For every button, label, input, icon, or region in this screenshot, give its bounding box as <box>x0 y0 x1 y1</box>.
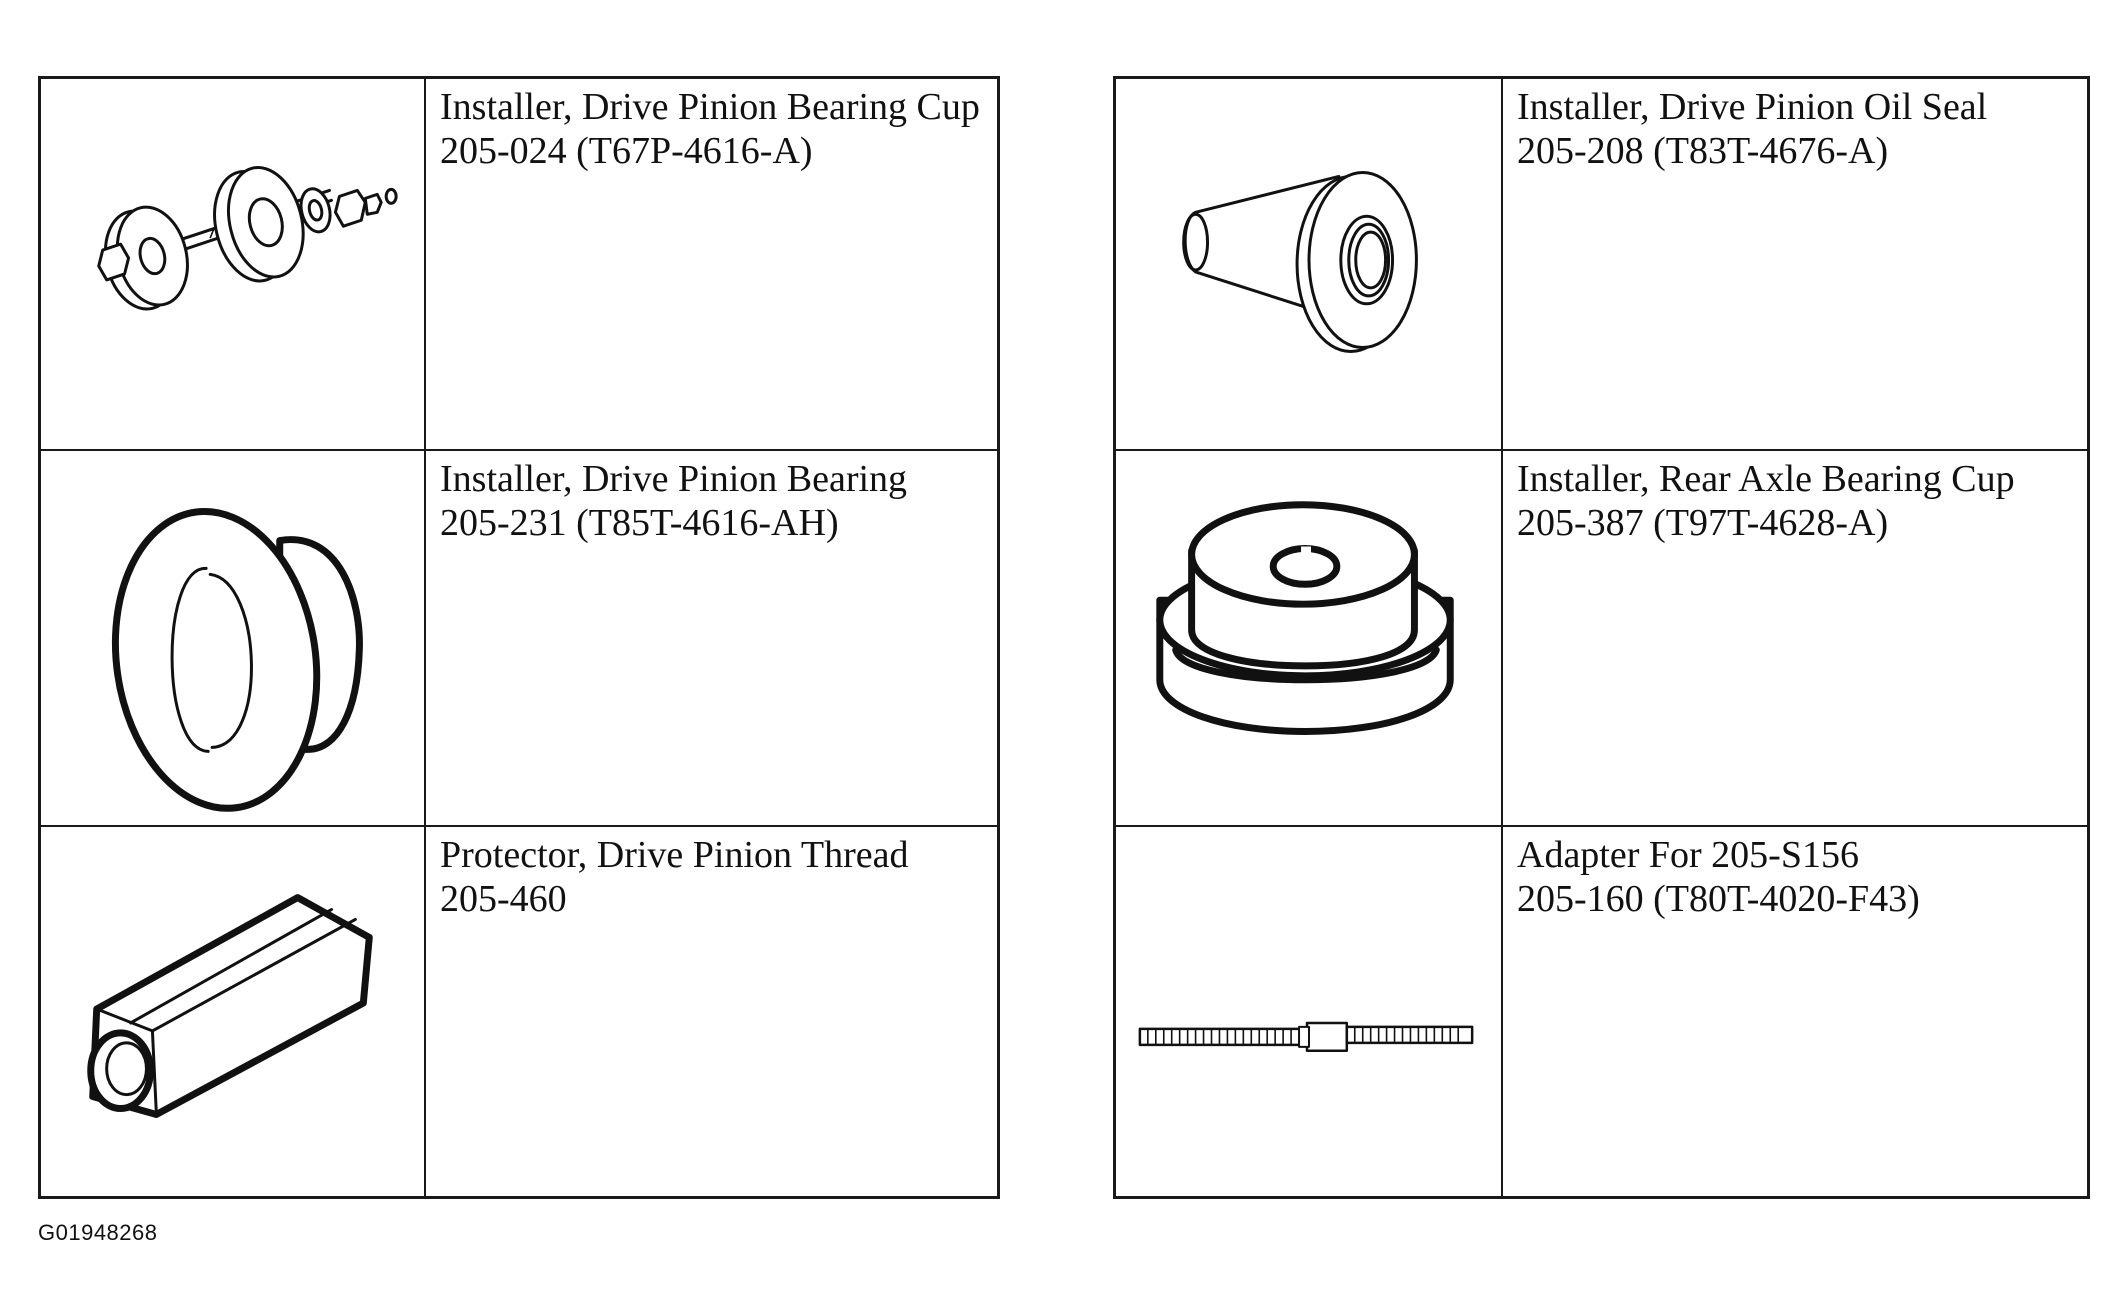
tool-description-cell <box>426 827 997 1199</box>
tool-illustration-pinion-bearing-installer <box>41 451 426 827</box>
tool-description: Adapter For 205-S156 <box>1517 834 1859 876</box>
axle-bearing-cup-installer-drawing <box>1116 451 1501 825</box>
thread-protector-drawing <box>41 827 424 1199</box>
tool-illustration-oil-seal-installer <box>1116 79 1503 451</box>
tool-number: 205-160 (T80T-4020-F43) <box>1517 878 1920 920</box>
tool-description-cell <box>1503 451 2087 827</box>
pinion-bearing-installer-drawing <box>41 451 424 825</box>
tool-description-cell <box>1503 79 2087 451</box>
tool-description: Installer, Drive Pinion Oil Seal <box>1517 86 1988 128</box>
tool-description-cell <box>426 79 997 451</box>
special-tools-table-left <box>38 76 1000 1199</box>
tool-description: Installer, Drive Pinion Bearing Cup <box>440 86 980 128</box>
tool-number: 205-024 (T67P-4616-A) <box>440 130 813 172</box>
tool-number: 205-231 (T85T-4616-AH) <box>440 502 839 544</box>
tool-number: 205-387 (T97T-4628-A) <box>1517 502 1889 544</box>
tool-illustration-thread-protector <box>41 827 426 1199</box>
tool-description: Installer, Rear Axle Bearing Cup <box>1517 458 2015 500</box>
tool-illustration-axle-bearing-cup-installer <box>1116 451 1503 827</box>
adapter-rod-drawing <box>1116 827 1501 1199</box>
tool-description-cell <box>1503 827 2087 1199</box>
special-tools-table-right <box>1113 76 2090 1199</box>
figure-id: G01948268 <box>38 1220 158 1245</box>
tool-number: 205-460 <box>440 878 567 920</box>
tool-description: Protector, Drive Pinion Thread <box>440 834 909 876</box>
tool-number: 205-208 (T83T-4676-A) <box>1517 130 1889 172</box>
tool-description: Installer, Drive Pinion Bearing <box>440 458 908 500</box>
bearing-cup-installer-drawing <box>41 79 424 449</box>
oil-seal-installer-drawing <box>1116 79 1501 449</box>
tool-description-cell <box>426 451 997 827</box>
tool-illustration-adapter-rod <box>1116 827 1503 1199</box>
tool-illustration-bearing-cup-installer <box>41 79 426 451</box>
